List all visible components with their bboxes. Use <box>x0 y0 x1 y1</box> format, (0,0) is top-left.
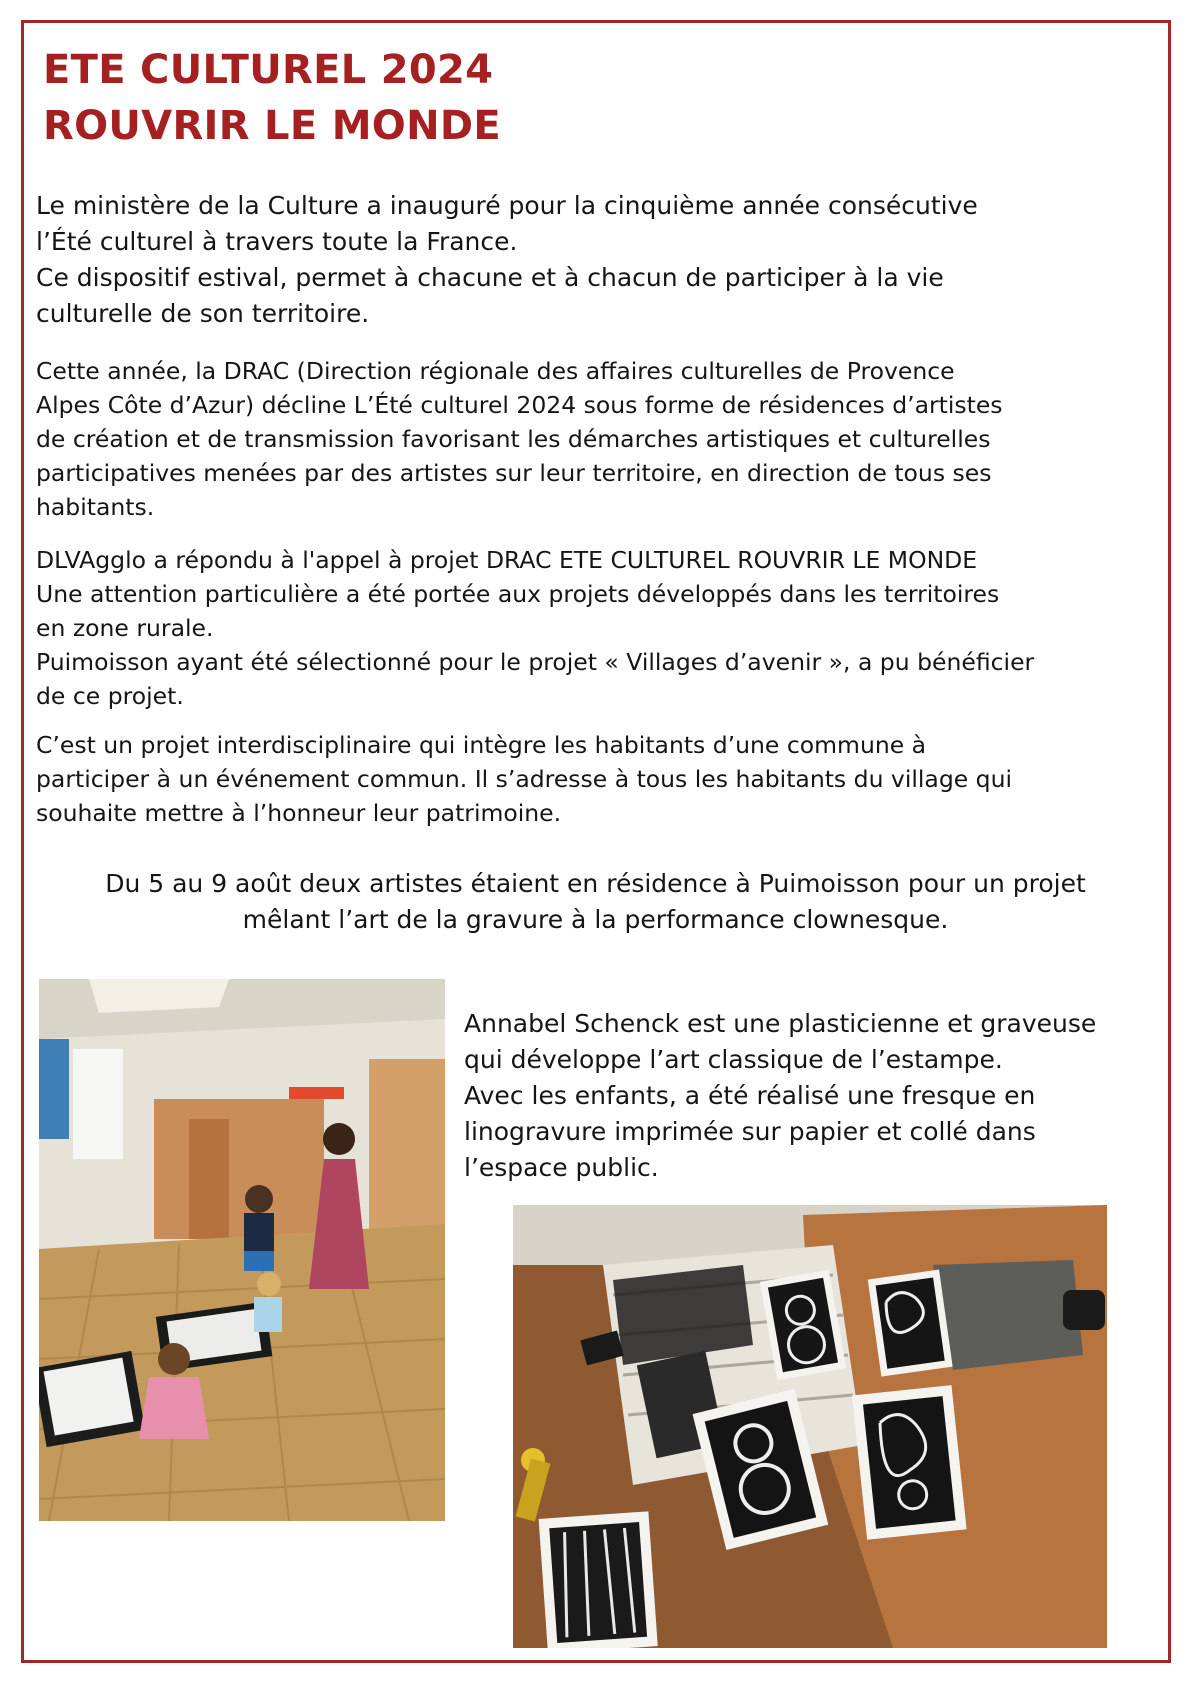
title-line-2: ROUVRIR LE MONDE <box>43 103 502 149</box>
intro-paragraph <box>36 188 978 332</box>
text-line: culturelle de son territoire. <box>36 299 370 328</box>
text-line: Annabel Schenck est une plasticienne et graveuse <box>464 1009 1097 1038</box>
text-line: de création et de transmission favorisant les démarches artistiques et culturelles <box>36 425 991 453</box>
drac-paragraph <box>36 354 1003 524</box>
linocut-prints-photo <box>513 1205 1107 1648</box>
text-line: C’est un projet interdisciplinaire qui intègre les habitants d’une commune à <box>36 731 927 759</box>
text-line: Le ministère de la Culture a inauguré pour la cinquième année consécutive <box>36 191 978 220</box>
text-line: Cette année, la DRAC (Direction régionale des affaires culturelles de Provence <box>36 357 955 385</box>
dlva-paragraph <box>36 543 1034 713</box>
text-line: Une attention particulière a été portée aux projets développés dans les territoires <box>36 580 1000 608</box>
text-line: Avec les enfants, a été réalisé une fresque en <box>464 1081 1036 1110</box>
children-room-photo <box>39 979 445 1521</box>
text-line: habitants. <box>36 493 155 521</box>
text-line: mêlant l’art de la gravure à la performance clownesque. <box>242 905 949 934</box>
text-line: Ce dispositif estival, permet à chacune et à chacun de participer à la vie <box>36 263 944 292</box>
text-line: DLVAgglo a répondu à l'appel à projet DRAC ETE CULTUREL ROUVRIR LE MONDE <box>36 546 978 574</box>
text-line: participatives menées par des artistes sur leur territoire, en direction de tous ses <box>36 459 992 487</box>
projet-paragraph <box>36 728 1012 830</box>
text-line: linogravure imprimée sur papier et collé dans <box>464 1117 1036 1146</box>
text-line: l’espace public. <box>464 1153 659 1182</box>
text-line: de ce projet. <box>36 682 184 710</box>
residence-paragraph <box>0 866 1191 938</box>
text-line: en zone rurale. <box>36 614 214 642</box>
title-line-1: ETE CULTUREL 2024 <box>43 47 494 93</box>
text-line: participer à un événement commun. Il s’adresse à tous les habitants du village qui <box>36 765 1013 793</box>
page-title <box>43 42 501 154</box>
annabel-paragraph <box>464 1006 1096 1186</box>
text-line: qui développe l’art classique de l’estampe. <box>464 1045 1003 1074</box>
text-line: Du 5 au 9 août deux artistes étaient en résidence à Puimoisson pour un projet <box>105 869 1086 898</box>
text-line: Puimoisson ayant été sélectionné pour le projet « Villages d’avenir », a pu bénéficier <box>36 648 1035 676</box>
text-line: souhaite mettre à l’honneur leur patrimoine. <box>36 799 562 827</box>
text-line: Alpes Côte d’Azur) décline L’Été culturel 2024 sous forme de résidences d’artistes <box>36 391 1003 419</box>
text-line: l’Été culturel à travers toute la France. <box>36 227 518 256</box>
